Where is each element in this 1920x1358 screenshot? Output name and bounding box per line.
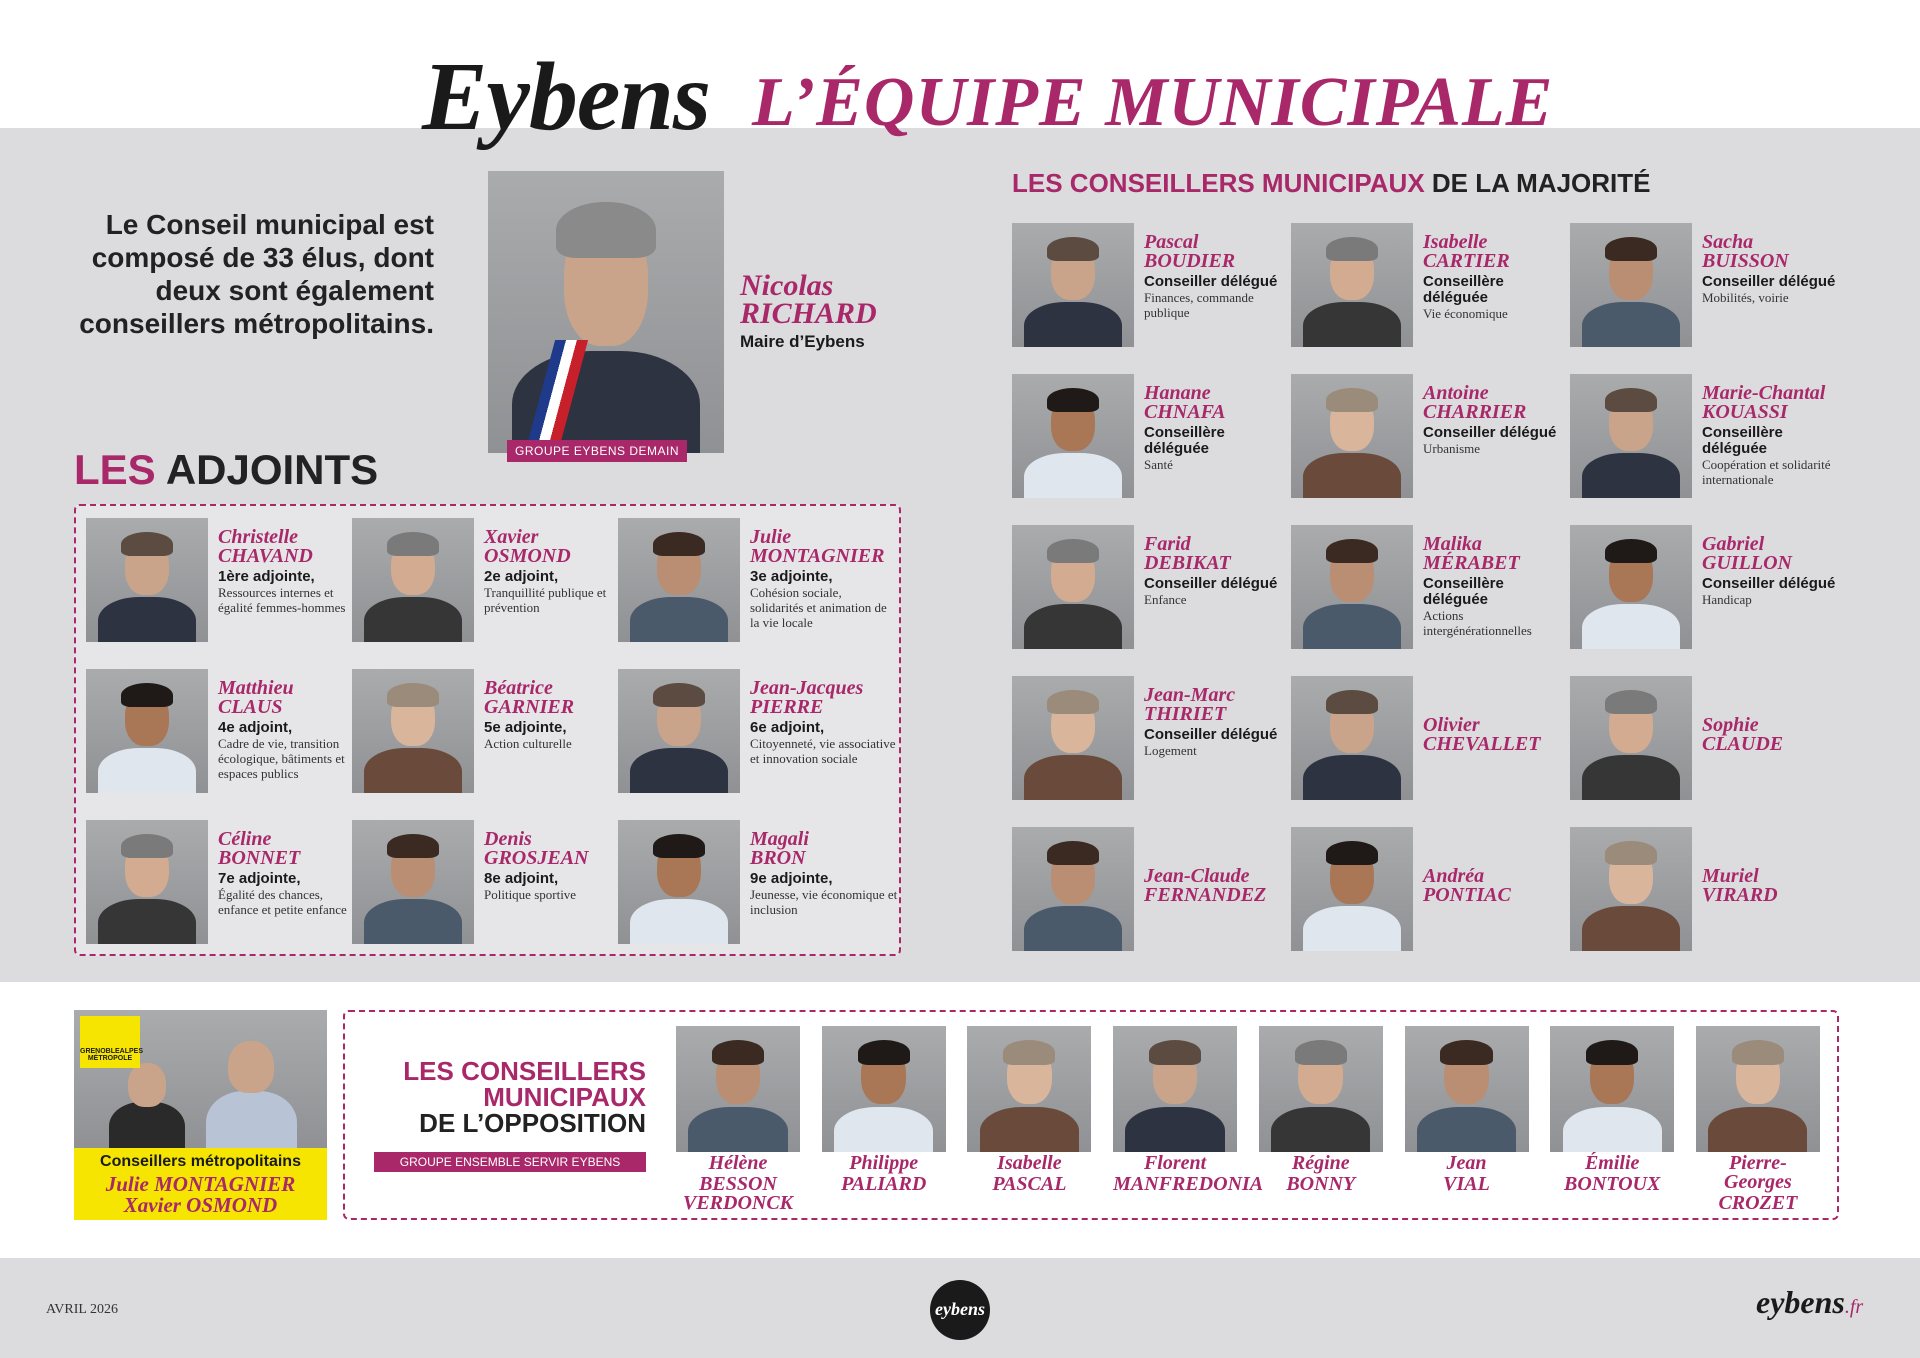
majorite-first-name: Isabelle xyxy=(1423,231,1488,253)
opposition-title xyxy=(370,1058,646,1136)
majorite-last-name: GUILLON xyxy=(1702,552,1792,574)
adjoint-first-name: Denis xyxy=(484,828,532,850)
opposition-last-name: MANFREDONIA xyxy=(1113,1173,1264,1195)
majorite-last-name: CARTIER xyxy=(1423,250,1510,272)
majorite-first-name: Sophie xyxy=(1702,714,1759,736)
adjoints-title-a: LES xyxy=(74,446,156,493)
majorite-first-name: Jean-Claude xyxy=(1144,865,1250,887)
majorite-text xyxy=(1144,867,1292,908)
adjoint-photo xyxy=(618,669,740,793)
adjoint-photo xyxy=(86,669,208,793)
opposition-card xyxy=(1696,1026,1820,1213)
adjoints-title xyxy=(74,446,378,494)
site-link[interactable] xyxy=(1756,1284,1863,1321)
opposition-first-name: Pierre-Georges xyxy=(1724,1152,1792,1193)
majorite-title xyxy=(1012,168,1651,199)
majorite-photo xyxy=(1291,827,1413,951)
majorite-role: Conseiller délégué xyxy=(1423,424,1557,441)
majorite-desc: Urbanisme xyxy=(1423,441,1481,456)
majorite-photo xyxy=(1291,374,1413,498)
adjoint-last-name: MONTAGNIER xyxy=(750,545,885,567)
majorite-photo xyxy=(1570,827,1692,951)
majorite-text xyxy=(1423,233,1571,321)
page-header xyxy=(0,40,1920,151)
majorite-photo xyxy=(1570,676,1692,800)
opposition-photo xyxy=(676,1026,800,1152)
adjoint-photo xyxy=(352,669,474,793)
adjoint-last-name: PIERRE xyxy=(750,696,824,718)
adjoint-first-name: Jean-Jacques xyxy=(750,677,864,699)
majorite-last-name: CHNAFA xyxy=(1144,401,1226,423)
opposition-card xyxy=(1259,1026,1383,1194)
adjoint-desc: Citoyenneté, vie associative et innovation sociale xyxy=(750,736,896,766)
adjoint-photo xyxy=(352,518,474,642)
site-name: eybens xyxy=(1756,1284,1845,1320)
majorite-text xyxy=(1423,716,1571,757)
opposition-last-name: BONNY xyxy=(1286,1173,1356,1195)
mayor-last-name: RICHARD xyxy=(740,297,877,330)
adjoint-text xyxy=(218,679,366,781)
adjoint-first-name: Matthieu xyxy=(218,677,294,699)
opposition-photo xyxy=(1259,1026,1383,1152)
majorite-first-name: Malika xyxy=(1423,533,1482,555)
footer-date: AVRIL 2026 xyxy=(46,1302,118,1317)
mayor-photo xyxy=(488,171,724,453)
majorite-text xyxy=(1144,233,1292,320)
opposition-title-2: MUNICIPAUX xyxy=(483,1082,646,1112)
adjoint-desc: Politique sportive xyxy=(484,887,577,902)
opposition-card xyxy=(1113,1026,1264,1195)
majorite-desc: Finances, commande publique xyxy=(1144,290,1254,320)
adjoint-role: 8e adjoint, xyxy=(484,870,559,887)
majorite-first-name: Andréa xyxy=(1423,865,1485,887)
adjoint-text xyxy=(484,679,632,751)
metro-label: Conseillers métropolitains xyxy=(100,1153,301,1170)
opposition-card xyxy=(1550,1026,1674,1194)
adjoint-desc: Tranquillité publique et prévention xyxy=(484,585,607,615)
majorite-role: Conseillère déléguée xyxy=(1144,424,1225,457)
adjoint-role: 2e adjoint, xyxy=(484,568,559,585)
adjoint-text xyxy=(750,679,898,766)
majorite-role: Conseillère déléguée xyxy=(1423,273,1504,306)
metro-card xyxy=(74,1010,327,1220)
majorite-desc: Santé xyxy=(1144,457,1173,472)
mayor-group-tag: GROUPE EYBENS DEMAIN xyxy=(507,440,687,462)
majorite-photo xyxy=(1291,223,1413,347)
majorite-role: Conseillère déléguée xyxy=(1702,424,1783,457)
adjoint-desc: Ressources internes et égalité femmes-hommes xyxy=(218,585,346,615)
adjoint-role: 7e adjointe, xyxy=(218,870,301,887)
majorite-desc: Coopération et solidarité internationale xyxy=(1702,457,1831,487)
majorite-desc: Enfance xyxy=(1144,592,1187,607)
opposition-card xyxy=(1405,1026,1529,1194)
majorite-first-name: Hanane xyxy=(1144,382,1211,404)
majorite-role: Conseiller délégué xyxy=(1702,575,1836,592)
majorite-last-name: KOUASSI xyxy=(1702,401,1788,423)
adjoint-role: 4e adjoint, xyxy=(218,719,293,736)
majorite-desc: Vie économique xyxy=(1423,306,1508,321)
majorite-photo xyxy=(1291,676,1413,800)
opposition-first-name: Jean xyxy=(1446,1152,1487,1174)
opposition-last-name: BONTOUX xyxy=(1564,1173,1661,1195)
opposition-title-1: LES CONSEILLERS xyxy=(403,1056,646,1086)
majorite-photo xyxy=(1012,525,1134,649)
mayor-name xyxy=(740,269,877,330)
brand-title: Eybens xyxy=(422,43,710,151)
adjoint-desc: Jeunesse, vie économique et inclusion xyxy=(750,887,898,917)
adjoint-role: 6e adjoint, xyxy=(750,719,825,736)
opposition-first-name: Émilie xyxy=(1584,1152,1640,1174)
mayor-first-name: Nicolas xyxy=(740,269,834,302)
majorite-role: Conseiller délégué xyxy=(1144,273,1278,290)
majorite-photo xyxy=(1012,374,1134,498)
adjoint-photo xyxy=(86,820,208,944)
opposition-card xyxy=(967,1026,1091,1194)
majorite-photo xyxy=(1012,676,1134,800)
majorite-last-name: BUISSON xyxy=(1702,250,1789,272)
adjoint-role: 3e adjointe, xyxy=(750,568,833,585)
metro-name-1: Julie MONTAGNIER xyxy=(105,1172,296,1196)
adjoint-last-name: BONNET xyxy=(218,847,301,869)
majorite-last-name: CHARRIER xyxy=(1423,401,1527,423)
majorite-text xyxy=(1144,686,1292,758)
opposition-last-name: PASCAL xyxy=(992,1173,1067,1195)
adjoint-text xyxy=(218,830,366,917)
adjoint-first-name: Julie xyxy=(750,526,792,548)
adjoint-role: 9e adjointe, xyxy=(750,870,833,887)
majorite-first-name: Farid xyxy=(1144,533,1191,555)
opposition-photo xyxy=(1696,1026,1820,1152)
adjoint-first-name: Magali xyxy=(750,828,809,850)
majorite-first-name: Jean-Marc xyxy=(1144,684,1236,706)
opposition-photo xyxy=(967,1026,1091,1152)
opposition-first-name: Isabelle xyxy=(997,1152,1062,1174)
metro-logo: GRENOBLEALPES MÉTROPOLE xyxy=(80,1016,140,1068)
majorite-last-name: VIRARD xyxy=(1702,884,1778,906)
opposition-photo xyxy=(1405,1026,1529,1152)
adjoint-photo xyxy=(618,820,740,944)
majorite-first-name: Sacha xyxy=(1702,231,1754,253)
adjoint-desc: Cohésion sociale, solidarités et animation de la vie locale xyxy=(750,585,887,630)
majorite-last-name: PONTIAC xyxy=(1423,884,1511,906)
opposition-first-name: Florent xyxy=(1143,1152,1207,1174)
majorite-photo xyxy=(1570,374,1692,498)
mayor-role: Maire d’Eybens xyxy=(740,332,865,351)
majorite-title-a: LES CONSEILLERS MUNICIPAUX xyxy=(1012,168,1425,198)
majorite-first-name: Antoine xyxy=(1423,382,1489,404)
majorite-desc: Actions intergénérationnelles xyxy=(1423,608,1532,638)
majorite-role: Conseiller délégué xyxy=(1144,575,1278,592)
opposition-photo xyxy=(822,1026,946,1152)
opposition-first-name: Hélène xyxy=(708,1152,768,1174)
eybens-logo: eybens xyxy=(930,1280,990,1340)
majorite-text xyxy=(1423,867,1571,908)
metro-names xyxy=(74,1174,327,1216)
adjoint-first-name: Xavier xyxy=(484,526,539,548)
majorite-desc: Logement xyxy=(1144,743,1197,758)
adjoint-first-name: Christelle xyxy=(218,526,299,548)
majorite-first-name: Gabriel xyxy=(1702,533,1765,555)
adjoint-last-name: GARNIER xyxy=(484,696,575,718)
adjoint-text xyxy=(218,528,366,615)
majorite-photo xyxy=(1012,827,1134,951)
opposition-photo xyxy=(1550,1026,1674,1152)
majorite-text xyxy=(1423,535,1571,638)
opposition-group-tag: GROUPE ENSEMBLE SERVIR EYBENS xyxy=(374,1152,646,1172)
majorite-last-name: CLAUDE xyxy=(1702,733,1784,755)
adjoint-last-name: GROSJEAN xyxy=(484,847,589,869)
adjoint-text xyxy=(750,830,898,917)
adjoint-photo xyxy=(352,820,474,944)
majorite-text xyxy=(1144,384,1292,472)
adjoint-role: 1ère adjointe, xyxy=(218,568,315,585)
adjoint-role: 5e adjointe, xyxy=(484,719,567,736)
majorite-text xyxy=(1702,535,1850,607)
adjoint-photo xyxy=(618,518,740,642)
majorite-last-name: THIRIET xyxy=(1144,703,1227,725)
majorite-first-name: Pascal xyxy=(1144,231,1199,253)
adjoint-desc: Égalité des chances, enfance et petite enfance xyxy=(218,887,347,917)
majorite-desc: Handicap xyxy=(1702,592,1752,607)
adjoint-text xyxy=(484,528,632,615)
majorite-role: Conseiller délégué xyxy=(1144,726,1278,743)
majorite-photo xyxy=(1570,223,1692,347)
adjoints-title-b: ADJOINTS xyxy=(165,446,379,493)
majorite-role: Conseillère déléguée xyxy=(1423,575,1504,608)
majorite-text xyxy=(1702,716,1850,757)
majorite-text xyxy=(1702,867,1850,908)
majorite-last-name: DEBIKAT xyxy=(1144,552,1231,574)
majorite-photo xyxy=(1570,525,1692,649)
majorite-text xyxy=(1423,384,1571,456)
adjoint-first-name: Céline xyxy=(218,828,272,850)
site-tld: .fr xyxy=(1844,1296,1864,1318)
majorite-last-name: CHEVALLET xyxy=(1423,733,1541,755)
majorite-text xyxy=(1702,384,1850,487)
opposition-last-name: CROZET xyxy=(1718,1192,1798,1214)
majorite-role: Conseiller délégué xyxy=(1702,273,1836,290)
majorite-last-name: MÉRABET xyxy=(1423,552,1520,574)
opposition-first-name: Philippe xyxy=(849,1152,919,1174)
intro-text: Le Conseil municipal est composé de 33 élus, dont deux sont également conseillers métropolitains. xyxy=(79,209,434,339)
opposition-title-3: DE L’OPPOSITION xyxy=(419,1108,646,1138)
adjoint-text xyxy=(750,528,898,630)
majorite-first-name: Marie-Chantal xyxy=(1702,382,1826,404)
opposition-card xyxy=(822,1026,946,1194)
adjoint-last-name: BRON xyxy=(750,847,806,869)
majorite-first-name: Muriel xyxy=(1702,865,1759,887)
majorite-desc: Mobilités, voirie xyxy=(1702,290,1789,305)
metro-name-2: Xavier OSMOND xyxy=(123,1193,278,1217)
opposition-first-name: Régine xyxy=(1291,1152,1350,1174)
adjoint-photo xyxy=(86,518,208,642)
adjoint-desc: Cadre de vie, transition écologique, bâtiments et espaces publics xyxy=(218,736,345,781)
adjoint-last-name: OSMOND xyxy=(484,545,571,567)
majorite-text xyxy=(1144,535,1292,607)
majorite-photo xyxy=(1012,223,1134,347)
adjoint-desc: Action culturelle xyxy=(484,736,572,751)
adjoint-last-name: CHAVAND xyxy=(218,545,313,567)
majorite-photo xyxy=(1291,525,1413,649)
adjoint-first-name: Béatrice xyxy=(484,677,553,699)
majorite-text xyxy=(1702,233,1850,305)
majorite-last-name: BOUDIER xyxy=(1144,250,1236,272)
adjoint-last-name: CLAUS xyxy=(218,696,283,718)
opposition-last-name: VIAL xyxy=(1443,1173,1490,1195)
majorite-first-name: Olivier xyxy=(1423,714,1480,736)
opposition-photo xyxy=(1113,1026,1237,1152)
opposition-last-name: BESSON VERDONCK xyxy=(682,1173,794,1214)
majorite-title-b: DE LA MAJORITÉ xyxy=(1431,168,1651,198)
opposition-last-name: PALIARD xyxy=(841,1173,927,1195)
opposition-card xyxy=(676,1026,800,1213)
adjoint-text xyxy=(484,830,632,902)
majorite-last-name: FERNANDEZ xyxy=(1144,884,1267,906)
page-title: L’ÉQUIPE MUNICIPALE xyxy=(752,64,1554,141)
